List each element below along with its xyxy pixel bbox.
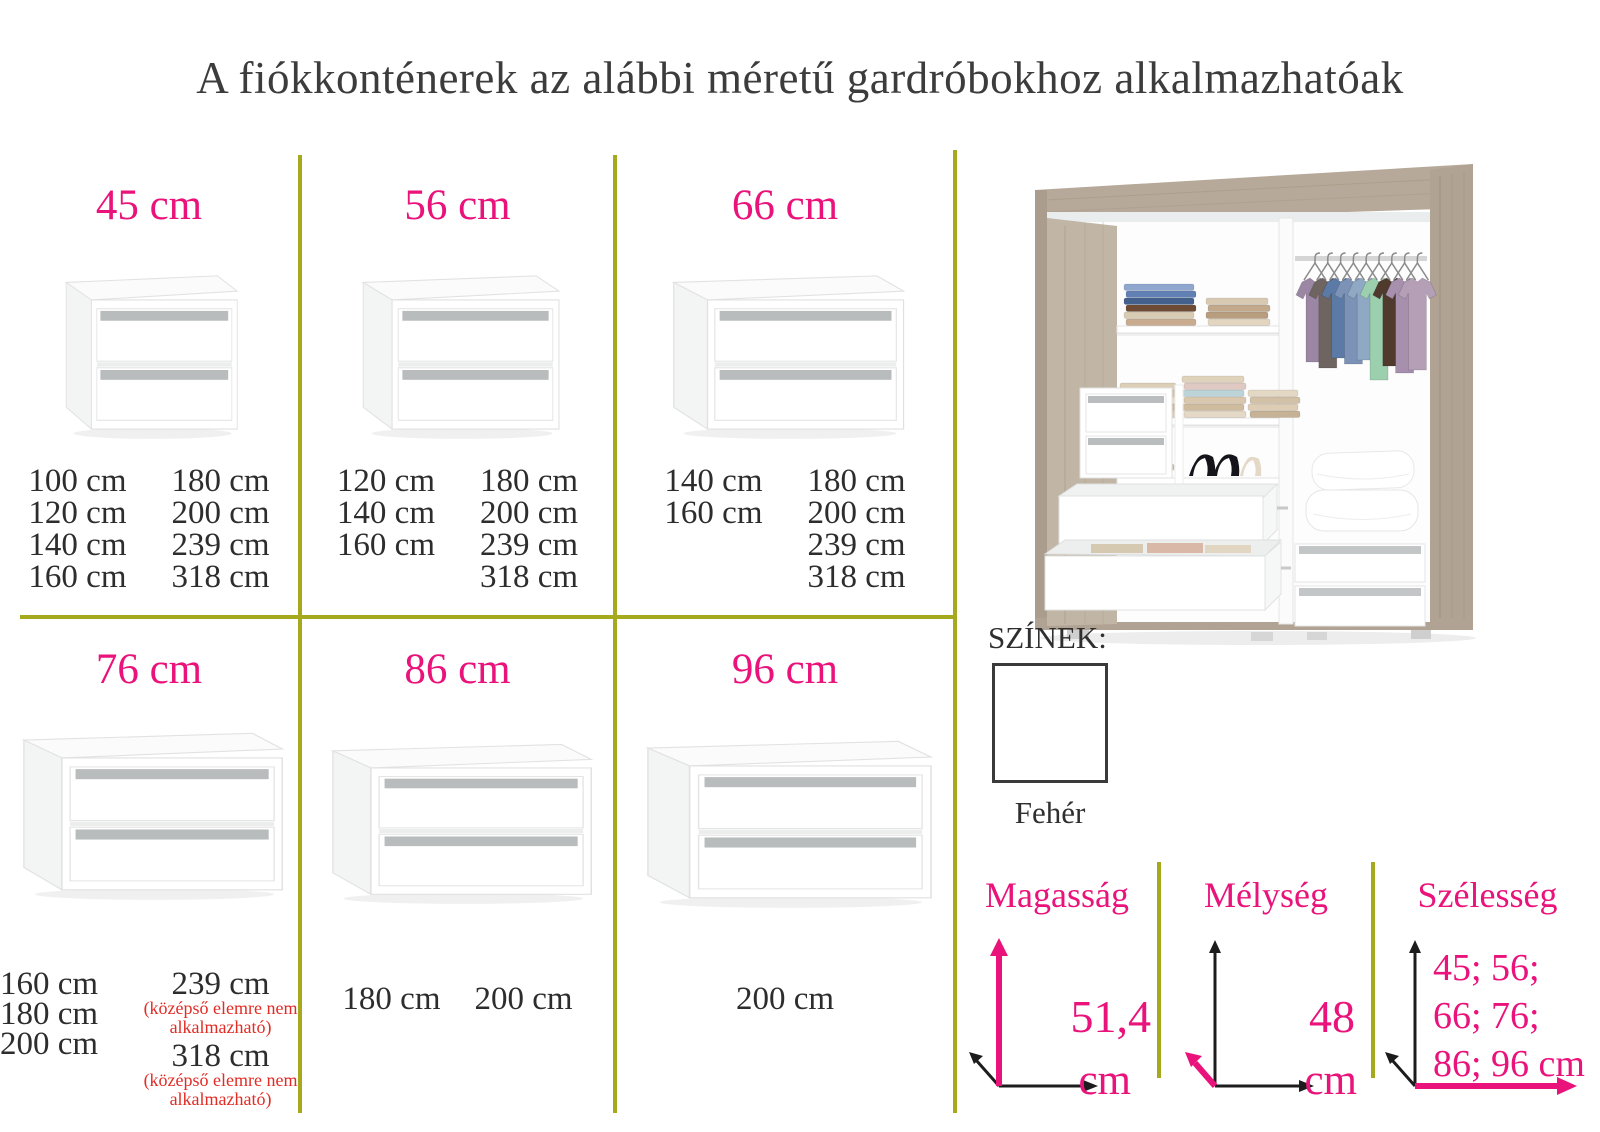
compatible-widths-list <box>0 966 298 1113</box>
wardrobe-width: 200 cm <box>171 495 270 531</box>
page-title: A fiókkonténerek az alábbi méretű gardróbokhoz alkalmazhatóak <box>196 53 1404 103</box>
wardrobe-width: 318 cm <box>807 559 906 595</box>
pillows <box>1306 450 1418 531</box>
section-86cm <box>302 619 613 1113</box>
width-column <box>337 465 435 561</box>
drawer-unit-illustration <box>636 719 934 909</box>
wardrobe-width: 200 cm <box>474 981 573 1017</box>
wardrobe-width: 318 cm <box>171 1038 270 1074</box>
wardrobe-width-with-note <box>143 1038 298 1109</box>
section-56cm <box>302 155 613 615</box>
size-heading: 45 cm <box>95 182 203 229</box>
size-heading: 96 cm <box>731 646 839 693</box>
dimension-label: Magasság <box>985 875 1129 915</box>
dimension-unit: cm <box>1304 1057 1357 1104</box>
drawer-unit-image <box>59 247 239 447</box>
dimension-value: 48 <box>1309 991 1355 1042</box>
wardrobe-width: 140 cm <box>664 463 763 499</box>
width-column <box>143 966 298 1113</box>
size-heading: 56 cm <box>404 182 511 229</box>
section-76cm <box>0 619 298 1113</box>
size-heading: 76 cm <box>95 646 203 693</box>
wardrobe-width: 180 cm <box>807 463 906 499</box>
wardrobe-width: 160 cm <box>0 966 99 1002</box>
compatible-widths-list <box>342 981 573 1017</box>
dimension-values: 45; 56; 66; 76; 86; 96 cm <box>1433 947 1585 1085</box>
drawer-unit-illustration <box>355 254 561 440</box>
width-column <box>808 465 906 593</box>
section-66cm <box>617 155 953 615</box>
drawer-unit-image <box>636 711 934 916</box>
drawer-unit-image <box>13 711 285 901</box>
dimension-unit: cm <box>1078 1057 1131 1104</box>
restriction-note: (középső elemre nem alkalmazható) <box>143 1070 298 1109</box>
drawer-unit-illustration <box>13 711 285 901</box>
wardrobe-width: 140 cm <box>28 527 127 563</box>
dimension-depth <box>1161 848 1371 1104</box>
drawer-unit-illustration <box>664 254 906 440</box>
width-column <box>0 966 99 1062</box>
open-drawer-lower <box>1045 540 1291 610</box>
inner-drawer-container <box>1080 385 1183 485</box>
drawer-unit-illustration <box>322 723 594 905</box>
wardrobe-width: 200 cm <box>807 495 906 531</box>
section-45cm <box>0 155 298 615</box>
wardrobe-width: 180 cm <box>0 996 99 1032</box>
compatible-widths-list <box>337 465 578 593</box>
wardrobe-width: 200 cm <box>480 495 579 531</box>
width-column <box>28 465 126 593</box>
compatible-widths-list <box>735 981 835 1017</box>
wardrobe-width: 239 cm <box>807 527 906 563</box>
compatible-widths-list <box>28 465 269 593</box>
wardrobe-width: 120 cm <box>28 495 127 531</box>
wardrobe-width: 180 cm <box>342 981 441 1017</box>
wardrobe-width: 160 cm <box>28 559 127 595</box>
compatible-widths-list <box>664 465 905 593</box>
wardrobe-width: 239 cm <box>171 527 270 563</box>
dimension-label: Mélység <box>1204 875 1328 915</box>
dimension-height <box>957 848 1157 1104</box>
size-heading: 86 cm <box>404 646 511 693</box>
wardrobe-width: 200 cm <box>0 1026 99 1062</box>
wardrobe-interior-photo <box>1025 156 1491 648</box>
width-column <box>172 465 270 593</box>
open-drawer-upper <box>1059 484 1288 544</box>
wardrobe-width-with-note <box>143 966 298 1037</box>
section-96cm <box>617 619 953 1113</box>
color-swatch-label: Fehér <box>1014 795 1086 830</box>
width-column <box>664 465 762 529</box>
restriction-note: (középső elemre nem alkalmazható) <box>143 998 298 1037</box>
wardrobe-width: 180 cm <box>171 463 270 499</box>
wardrobe-width: 160 cm <box>336 527 435 563</box>
dimension-value: 51,4 <box>1070 991 1151 1042</box>
wardrobe-width: 180 cm <box>480 463 579 499</box>
colors-heading: SZÍNEK: <box>988 620 1107 655</box>
width-column <box>480 465 578 593</box>
wardrobe-width: 140 cm <box>336 495 435 531</box>
dimension-width <box>1375 848 1600 1098</box>
color-swatch-white <box>992 663 1108 783</box>
drawer-unit-image <box>322 711 594 916</box>
wardrobe-width: 200 cm <box>735 981 835 1017</box>
wardrobe-width: 318 cm <box>480 559 579 595</box>
wardrobe-width: 100 cm <box>28 463 127 499</box>
drawer-unit-image <box>355 247 561 447</box>
axis-icon-depth <box>1181 936 1321 1096</box>
wardrobe-width: 239 cm <box>171 966 270 1002</box>
dimension-label: Szélesség <box>1417 875 1558 915</box>
wardrobe-width: 239 cm <box>480 527 579 563</box>
drawer-unit-image <box>664 247 906 447</box>
wardrobe-width: 318 cm <box>171 559 270 595</box>
size-heading: 66 cm <box>731 182 839 229</box>
drawer-unit-illustration <box>59 254 239 440</box>
wardrobe-width: 160 cm <box>664 495 763 531</box>
wardrobe-width: 120 cm <box>336 463 435 499</box>
